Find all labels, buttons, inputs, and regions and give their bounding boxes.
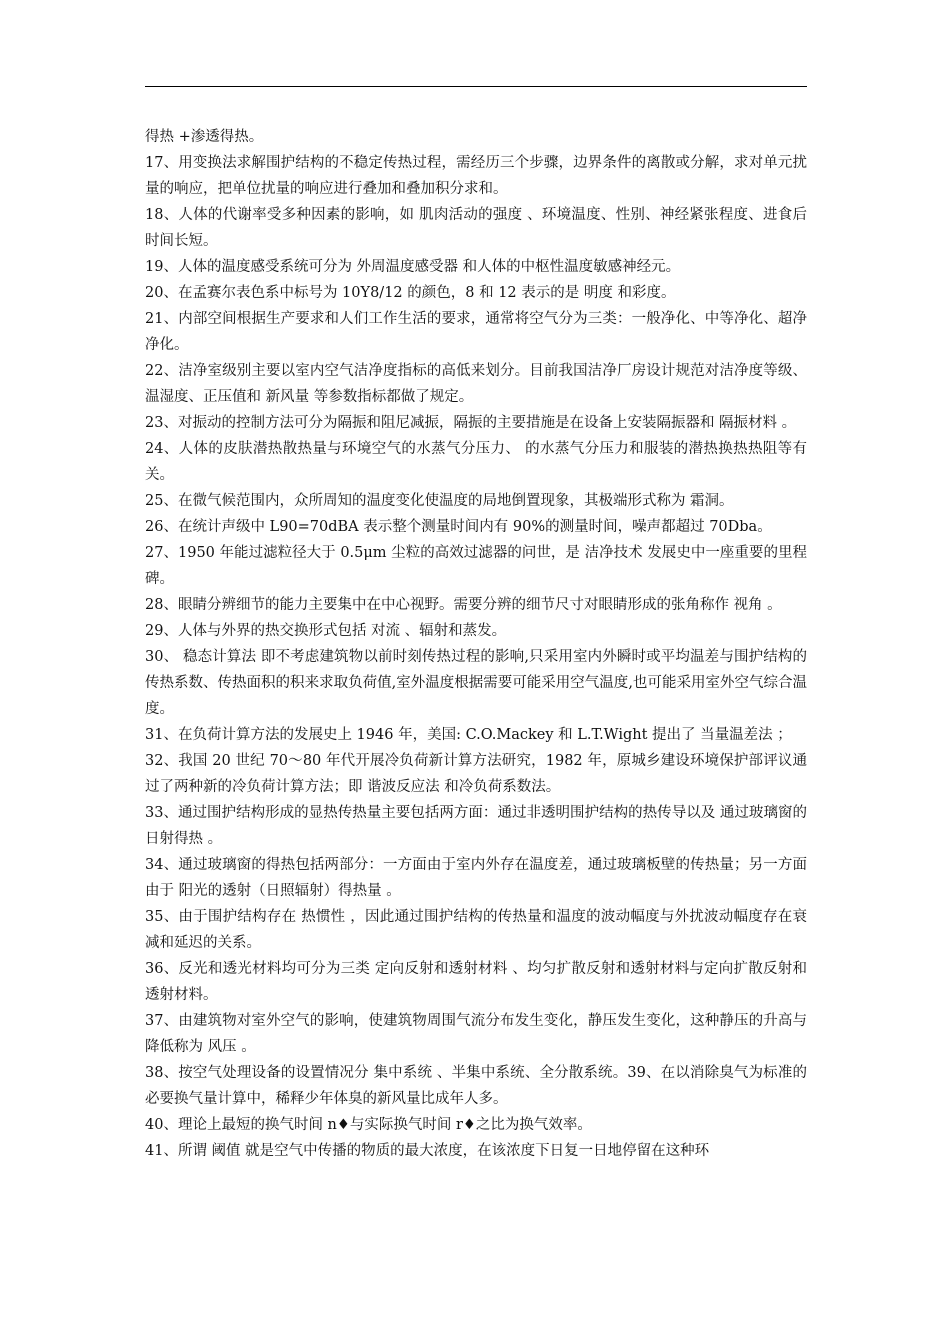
paragraph-31: 31、在负荷计算方法的发展史上 1946 年，美国: C.O.Mackey 和 L.T.Wight 提出了 当量温差法 ； [145, 727, 792, 743]
paragraph-27: 27、1950 年能过滤粒径大于 0.5μm 尘粒的高效过滤器的问世，是 洁净技术 发展史中一座重要的里程碑。 [145, 545, 807, 587]
paragraph-17: 17、用变换法求解围护结构的不稳定传热过程，需经历三个步骤，边界条件的离散或分解，求对单元扰量的响应，把单位扰量的响应进行叠加和叠加积分求和。 [145, 155, 807, 197]
paragraph-34: 34、通过玻璃窗的得热包括两部分：一方面由于室内外存在温度差，通过玻璃板壁的传热量；另一方面由于 阳光的透射（日照辐射）得热量 。 [145, 857, 807, 899]
paragraph-24: 24、人体的皮肤潜热散热量与环境空气的水蒸气分压力、 的水蒸气分压力和服装的潜热换热热阻等有关。 [145, 441, 807, 483]
paragraph-25: 25、在微气候范围内，众所周知的温度变化使温度的局地倒置现象，其极端形式称为 霜洞。 [145, 493, 734, 509]
paragraph-32: 32、我国 20 世纪 70～80 年代开展冷负荷新计算方法研究，1982 年，原城乡建设环境保护部评议通过了两种新的冷负荷计算方法；即 谐波反应法 和冷负荷系数法。 [145, 753, 807, 795]
paragraph-35: 35、由于围护结构存在 热惯性 ，因此通过围护结构的传热量和温度的波动幅度与外扰波动幅度存在衰减和延迟的关系。 [145, 909, 807, 951]
paragraph-37: 37、由建筑物对室外空气的影响，使建筑物周围气流分布发生变化，静压发生变化，这种静压的升高与降低称为 风压 。 [145, 1013, 807, 1055]
paragraph-23: 23、对振动的控制方法可分为隔振和阻尼减振，隔振的主要措施是在设备上安装隔振器和 隔振材料 。 [145, 415, 797, 431]
paragraph-22: 22、洁净室级别主要以室内空气洁净度指标的高低来划分。目前我国洁净厂房设计规范对洁净度等级、温湿度、正压值和 新风量 等参数指标都做了规定。 [145, 363, 807, 405]
paragraph-28: 28、眼睛分辨细节的能力主要集中在中心视野。需要分辨的细节尺寸对眼睛形成的张角称作 视角 。 [145, 597, 782, 613]
paragraph-20: 20、在孟赛尔表色系中标号为 10Y8/12 的颜色，8 和 12 表示的是 明度 和彩度。 [145, 285, 676, 301]
paragraph-29: 29、人体与外界的热交换形式包括 对流 、辐射和蒸发。 [145, 623, 507, 639]
paragraph-33: 33、通过围护结构形成的显热传热量主要包括两方面：通过非透明围护结构的热传导以及 通过玻璃窗的日射得热 。 [145, 805, 807, 847]
paragraph-36: 36、反光和透光材料均可分为三类 定向反射和透射材料 、均匀扩散反射和透射材料与定向扩散反射和透射材料。 [145, 961, 807, 1003]
paragraph-18: 18、人体的代谢率受多种因素的影响，如 肌肉活动的强度 、环境温度、性别、神经紧张程度、进食后时间长短。 [145, 207, 807, 249]
paragraph-30: 30、 稳态计算法 即不考虑建筑物以前时刻传热过程的影响,只采用室内外瞬时或平均温差与围护结构的传热系数、传热面积的积来求取负荷值,室外温度根据需要可能采用空气温度,也可能采用室外空气综合温度。 [145, 649, 807, 717]
paragraph-38-39: 38、按空气处理设备的设置情况分 集中系统 、半集中系统、全分散系统。39、在以消除臭气为标准的必要换气量计算中，稀释少年体臭的新风量比成年人多。 [145, 1065, 807, 1107]
paragraph-19: 19、人体的温度感受系统可分为 外周温度感受器 和人体的中枢性温度敏感神经元。 [145, 259, 681, 275]
document-body [145, 124, 807, 1164]
header-rule [145, 86, 807, 87]
paragraph-41: 41、所谓 阈值 就是空气中传播的物质的最大浓度，在该浓度下日复一日地停留在这种环 [145, 1143, 710, 1159]
paragraph-21: 21、内部空间根据生产要求和人们工作生活的要求，通常将空气分为三类：一般净化、中等净化、超净净化。 [145, 311, 807, 353]
paragraph-continuation: 得热 +渗透得热。 [145, 129, 264, 145]
paragraph-40: 40、理论上最短的换气时间 n♦与实际换气时间 r♦之比为换气效率。 [145, 1117, 592, 1133]
paragraph-26: 26、在统计声级中 L90=70dBA 表示整个测量时间内有 90%的测量时间，噪声都超过 70Dba。 [145, 519, 772, 535]
